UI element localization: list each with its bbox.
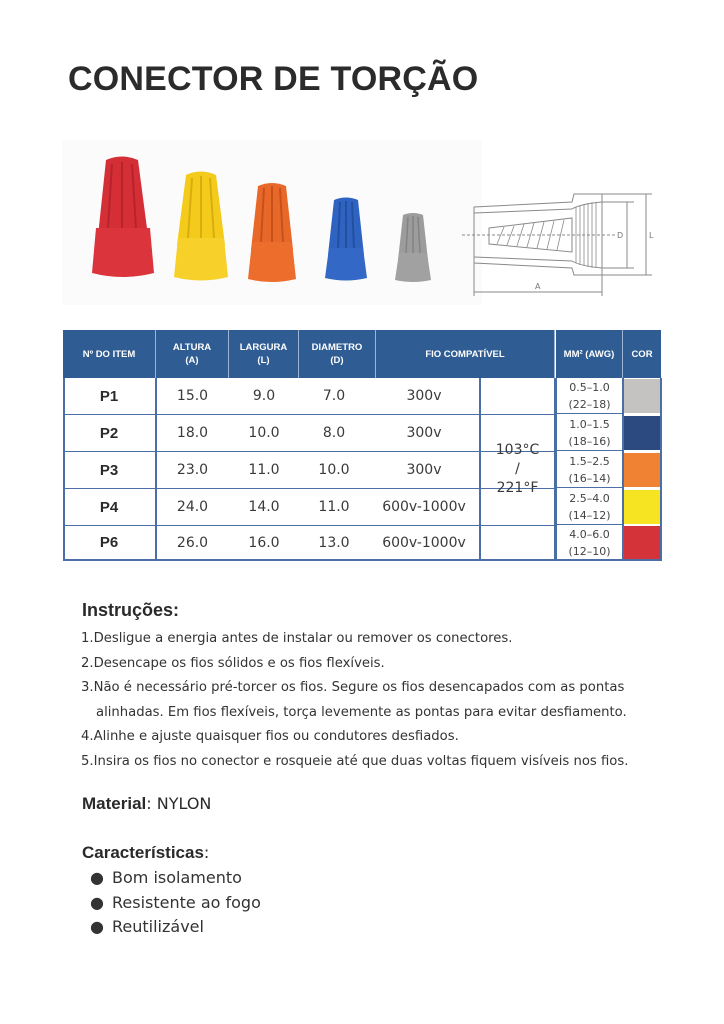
cell-fio: 300v xyxy=(406,388,442,404)
color-swatch xyxy=(624,379,660,413)
list-item: 3.Não é necessário pré-torcer os fios. Segure os fios desencapados com as pontas xyxy=(81,680,625,696)
header-largura: LARGURA (L) xyxy=(229,330,299,378)
material-line: Material: NYLON xyxy=(82,794,212,813)
gauge-cell: 1.0–1.5 (18–16) xyxy=(556,415,623,451)
page-title: CONECTOR DE TORÇÃO xyxy=(68,60,479,98)
drawing-label-d: D xyxy=(617,231,624,240)
temperature-rating: 103°C / 221°F xyxy=(495,442,540,496)
list-item: 1.Desligue a energia antes de instalar ou remover os conectores. xyxy=(81,631,513,646)
cell-diametro: 13.0 xyxy=(318,534,350,551)
features-list xyxy=(90,866,261,940)
header-diametro: DIAMETRO (D) xyxy=(299,330,376,378)
cell-item: P2 xyxy=(99,424,119,442)
cell-largura: 10.0 xyxy=(248,425,280,441)
cell-diametro: 7.0 xyxy=(322,388,346,404)
gauge-cell: 1.5–2.5 (16–14) xyxy=(556,452,623,488)
list-item: 5.Insira os fios no conector e rosqueie até que duas voltas fiquem visíveis nos fios. xyxy=(81,753,629,769)
material-label: Material xyxy=(82,794,147,813)
cell-diametro: 10.0 xyxy=(318,462,350,478)
header-mm-awg: MM² (AWG) xyxy=(556,330,623,378)
cell-item: P1 xyxy=(99,387,119,405)
cell-fio: 600v-1000v xyxy=(382,499,466,515)
cell-fio: 600v-1000v xyxy=(382,534,466,551)
gauge-cell: 2.5–4.0 (14–12) xyxy=(556,489,623,525)
cell-altura: 15.0 xyxy=(176,388,209,404)
drawing-label-l: L xyxy=(649,231,654,240)
header-item: Nº DO ITEM xyxy=(63,330,156,378)
list-item-continuation: alinhadas. Em fios flexíveis, torça levemente as pontas para evitar desfiamento. xyxy=(96,704,627,720)
cell-item: P6 xyxy=(99,534,119,551)
divider xyxy=(63,559,555,561)
cell-altura: 23.0 xyxy=(176,462,209,478)
cell-largura: 11.0 xyxy=(248,462,280,478)
divider xyxy=(556,559,661,561)
material-value: NYLON xyxy=(156,794,212,813)
list-item: ● Bom isolamento xyxy=(90,868,242,887)
cell-diametro: 8.0 xyxy=(322,425,346,441)
color-swatch xyxy=(624,453,660,487)
cell-fio: 300v xyxy=(406,462,442,478)
list-item: ● Reutilizável xyxy=(90,917,204,936)
gauge-cell: 4.0–6.0 (12–10) xyxy=(556,525,623,561)
instructions-list xyxy=(81,627,681,775)
color-swatch xyxy=(624,416,660,450)
features-heading: Características: xyxy=(82,843,210,862)
spec-table xyxy=(63,330,661,561)
cell-fio: 300v xyxy=(406,425,442,441)
cell-altura: 18.0 xyxy=(176,425,209,441)
gauge-cell: 0.5–1.0 (22–18) xyxy=(556,378,623,414)
color-swatch xyxy=(624,490,660,524)
divider xyxy=(660,378,662,561)
list-item: ● Resistente ao fogo xyxy=(90,892,261,912)
list-item: 4.Alinhe e ajuste quaisquer fios ou condutores desfiados. xyxy=(81,729,459,745)
instructions-heading: Instruções: xyxy=(82,600,180,620)
technical-drawing xyxy=(462,182,662,300)
cell-altura: 24.0 xyxy=(176,499,209,515)
header-cor: COR xyxy=(623,330,661,378)
cell-largura: 16.0 xyxy=(248,534,280,551)
product-photo xyxy=(62,140,482,305)
cell-item: P4 xyxy=(99,498,119,516)
cell-item: P3 xyxy=(99,461,119,479)
list-item: 2.Desencape os fios sólidos e os fios flexíveis. xyxy=(81,655,385,671)
drawing-label-a: A xyxy=(535,282,541,291)
header-altura: ALTURA (A) xyxy=(156,330,229,378)
color-swatch xyxy=(624,526,660,560)
cell-altura: 26.0 xyxy=(176,534,209,551)
cell-largura: 9.0 xyxy=(252,388,276,404)
cell-diametro: 11.0 xyxy=(318,499,350,515)
header-fio-compativel: FIO COMPATÍVEL xyxy=(376,330,555,378)
cell-largura: 14.0 xyxy=(248,499,280,515)
